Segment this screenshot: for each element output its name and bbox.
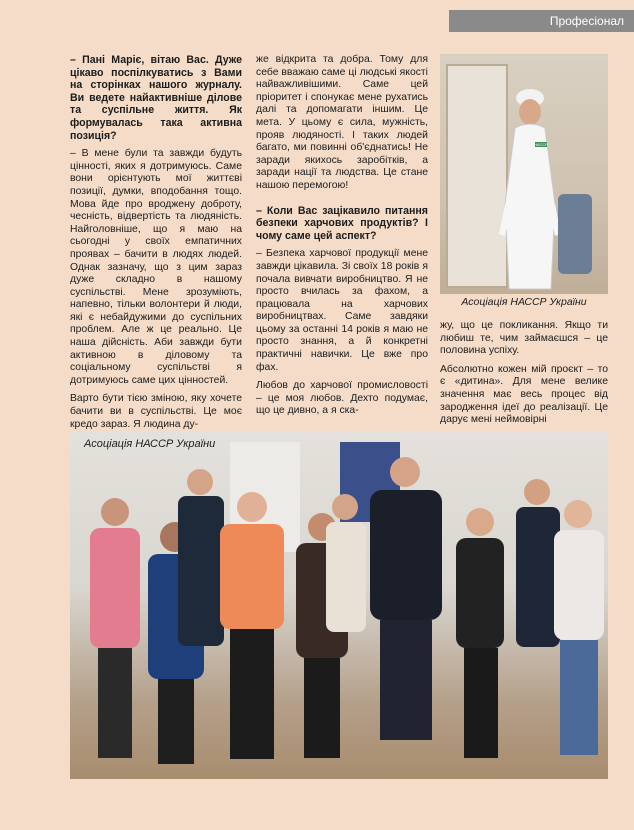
text-column-3 bbox=[440, 320, 608, 433]
portrait-caption: Асоціація НАССР України bbox=[461, 296, 587, 308]
person-1 bbox=[90, 498, 140, 758]
portrait-photo bbox=[440, 54, 608, 294]
woman-in-lab-coat-figure bbox=[495, 84, 565, 294]
text-column-2 bbox=[256, 54, 428, 424]
answer-paragraph: Варто бути тією зміною, яку хочете бачити ви в суспільстві. Це моє кредо зараз. Я людина ду- bbox=[70, 393, 242, 430]
interview-question-1: – Пані Маріє, вітаю Вас. Дуже цікаво поспілкуватись з Вами на сторінках нашого журналу. Ви ведете найактивніше ділове та суспільне життя. Як формувалась така активна позиція? bbox=[70, 54, 242, 142]
group-of-people-graphic bbox=[70, 432, 608, 779]
answer-paragraph: же відкрита та добра. Тому для себе вважаю саме ці людські якості найважливішими. Саме цей пріоритет і спонукає мене рухатись далі та допомагати іншим. Це мета. У цьому є сила, мужність, прояв людяності. І таких людей багато, ми повинні об'єднатись! Не заради якихось заробітків, а заради нації та людства. Це стане нашою перемогою! bbox=[256, 54, 428, 191]
answer-paragraph: Абсолютно кожен мій проєкт – то є «дитина». Для мене велике значення має весь процес від зародження ідеї до реалізації. Це дарує мені неймовірні bbox=[440, 363, 608, 426]
interview-question-2: – Коли Вас зацікавило питання безпеки харчових продуктів? І чому саме цей аспект? bbox=[256, 204, 428, 242]
person-9 bbox=[516, 479, 560, 647]
group-photo bbox=[70, 432, 608, 779]
person-3 bbox=[178, 469, 224, 646]
answer-paragraph: – В мене були та завжди будуть цінності, яких я дотримуюсь. Саме вони орієнтують мої життєві позиції, думки, вподобання тощо. Мова йде про вроджену доброту, чесність, відвертість та людяність. Найголовніше, що я маю на сьогодні у своїх емпатичних проявах – бачити в людях людей. Однак зазначу, що з цим зараз дуже складно в нашому суспільстві. Мене зрозуміють, напевно, тільки волонтери й люди, які є небайдужими до суспільних проблем. Але ж це реально. Це наша дійсність. Аби завжди бути активною в діловому та соціальному суспільстві я дотримуюсь саме цих цінностей. bbox=[70, 148, 242, 386]
water-cooler-graphic bbox=[558, 194, 592, 274]
badge-text: НАССР bbox=[534, 142, 548, 147]
person-7 bbox=[370, 457, 442, 740]
answer-paragraph: жу, що це покликання. Якщо ти любиш те, чим займаєшся – це половина успіху. bbox=[440, 320, 608, 357]
person-8 bbox=[456, 508, 504, 758]
answer-paragraph: Любов до харчової промисловості – це моя любов. Дехто подумає, що це дивно, а я ска- bbox=[256, 380, 428, 417]
group-photo-caption: Асоціація НАССР України bbox=[84, 438, 216, 450]
person-4 bbox=[220, 492, 284, 759]
section-tab: Професіонал bbox=[449, 10, 634, 32]
person-10 bbox=[554, 500, 604, 755]
answer-paragraph: – Безпека харчової продукції мене завжди цікавила. Зі своїх 18 років я почала вивчати виробництво. Я не просто вчилась за фахом, а працювала на харчових виробництвах. Саме завдяки цьому за останні 14 років я маю не просто знання, а й конкретні практичні навички. Це вже про фах. bbox=[256, 248, 428, 373]
text-column-1 bbox=[70, 54, 242, 437]
